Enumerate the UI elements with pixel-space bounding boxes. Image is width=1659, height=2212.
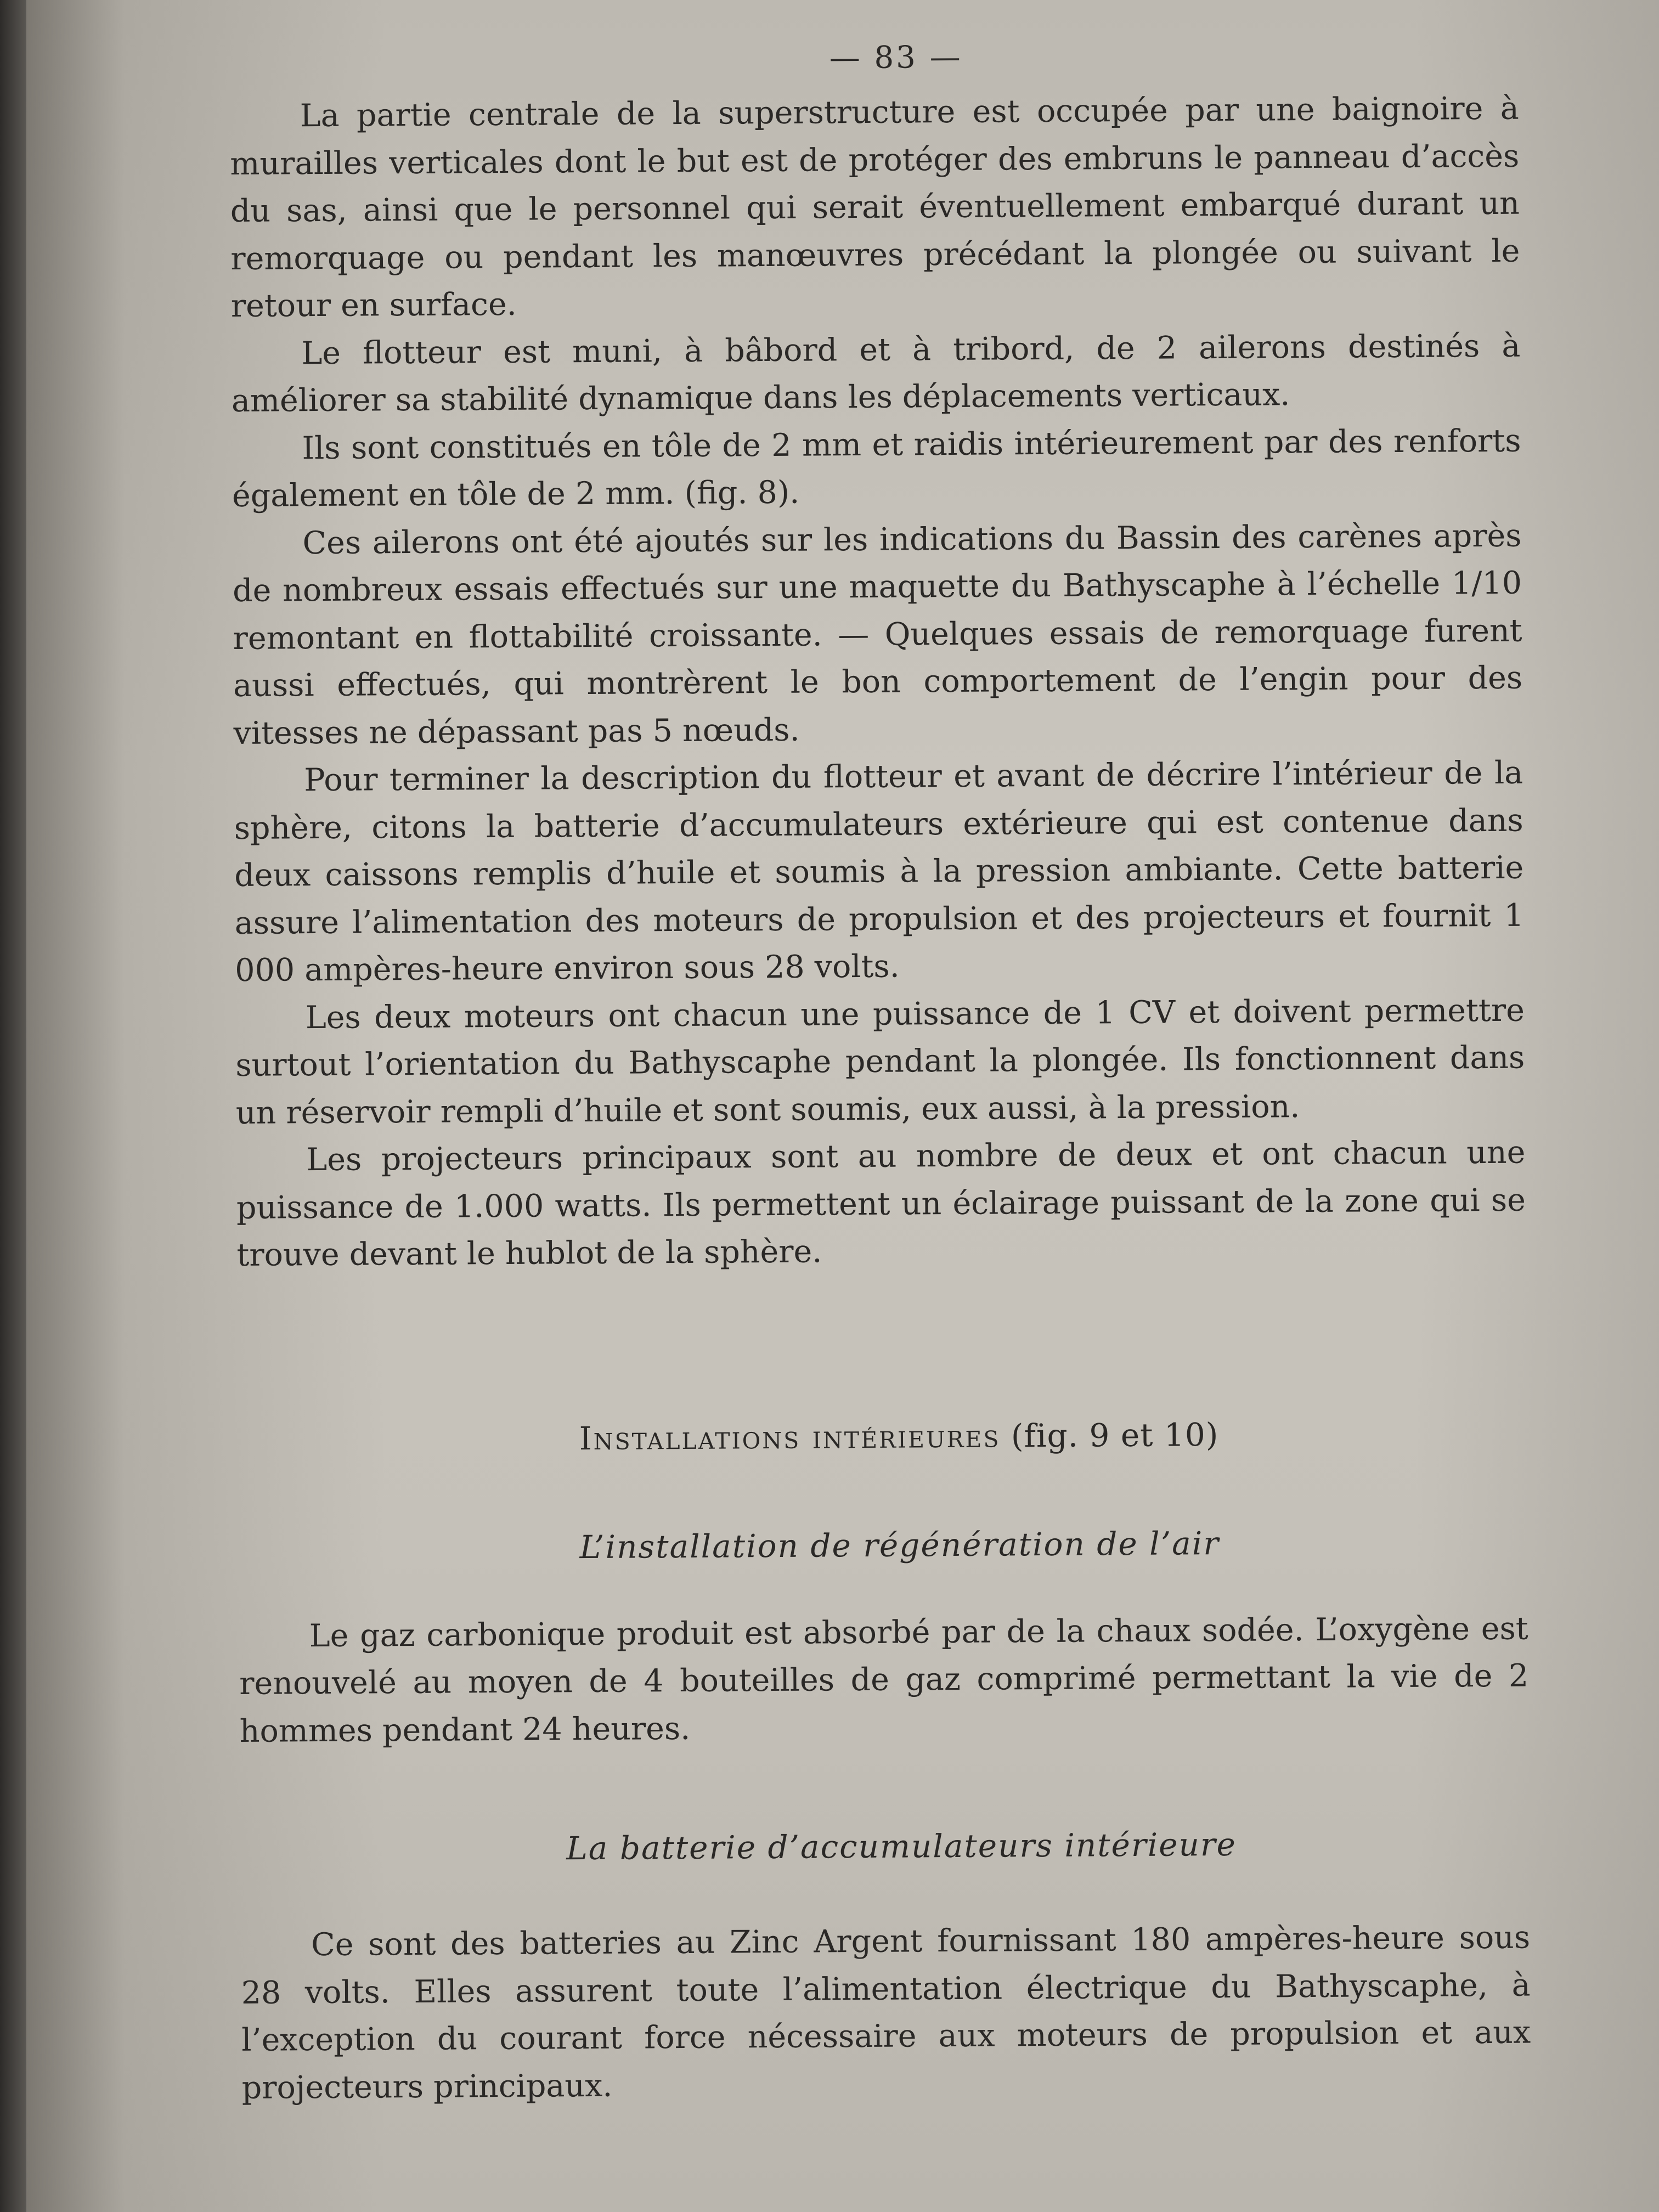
page-number: — 83 — — [829, 39, 963, 76]
section-heading-caps: Installations intérieures — [579, 1417, 1001, 1457]
paragraph-superstructure: La partie centrale de la superstructure est occupée par une baignoire à murailles verticales dont le but est de protéger des embruns le panneau d’accès du sas, ainsi que le personnel qui serait éventuellement embarqué durant un remorquage ou pendant les manœuvres précédant la plongée ou suivant le retour en surface. — [230, 90, 1520, 324]
section-heading-figure-ref: (fig. 9 et 10) — [1000, 1415, 1219, 1454]
paragraph-bassin-carenes: Ces ailerons ont été ajoutés sur les indications du Bassin des carènes après de nombreux essais effectués sur une maquette du Bathyscaphe à l’échelle 1/10 remontant en flottabilité croissante. — Quelques essais de remorquage furent aussi effectués, qui montrèrent le bon comportement de l’engin pour des vitesses ne dépassant pas 5 nœuds. — [232, 517, 1523, 752]
book-spine-shadow — [0, 0, 26, 2212]
paragraph-projecteurs: Les projecteurs principaux sont au nombre de deux et ont chacun une puissance de 1.000 watts. Ils permettent un éclairage puissant de la zone qui se trouve devant le hublot de la sphère. — [236, 1134, 1526, 1273]
paragraph-ailerons: Le flotteur est muni, à bâbord et à tribord, de 2 ailerons destinés à améliorer sa stabilité dynamique dans les déplacements verticaux. — [231, 328, 1521, 419]
paragraph-regeneration-air: Le gaz carbonique produit est absorbé par de la chaux sodée. L’oxygène est renouvelé au moyen de 4 bouteilles de gaz comprimé permettant la vie de 2 hommes pendant 24 heures. — [239, 1610, 1529, 1750]
subsection-heading-air: L’installation de régénération de l’air — [579, 1524, 1220, 1566]
subsection-heading-batterie: La batterie d’accumulateurs intérieure — [566, 1825, 1237, 1867]
paragraph-tole: Ils sont constitués en tôle de 2 mm et raidis intérieurement par des renforts également en tôle de 2 mm. (fig. 8). — [232, 422, 1521, 514]
paragraph-batterie-exterieure: Pour terminer la description du flotteur et avant de décrire l’intérieur de la sphère, citons la batterie d’accumulateurs extérieure qui est contenue dans deux caissons remplis d’huile et soumis à la pression ambiante. Cette batterie assure l’alimentation des moteurs de propulsion et des projecteurs et fournit 1 000 ampères-heure environ sous 28 volts. — [234, 754, 1524, 989]
paragraph-moteurs: Les deux moteurs ont chacun une puissance de 1 CV et doivent permettre surtout l’orientation du Bathyscaphe pendant la plongée. Ils fonctionnent dans un réservoir rempli d’huile et sont soumis, eux aussi, à la pression. — [235, 992, 1525, 1131]
page-text-block — [229, 36, 1531, 2112]
book-page — [26, 0, 1659, 2212]
section-heading — [238, 1414, 1527, 1459]
paragraph-batterie-interieure: Ce sont des batteries au Zinc Argent fournissant 180 ampères-heure sous 28 volts. Elles assurent toute l’alimentation électrique du Bathyscaphe, à l’exception du courant force nécessaire aux moteurs de propulsion et aux projecteurs principaux. — [241, 1919, 1531, 2106]
